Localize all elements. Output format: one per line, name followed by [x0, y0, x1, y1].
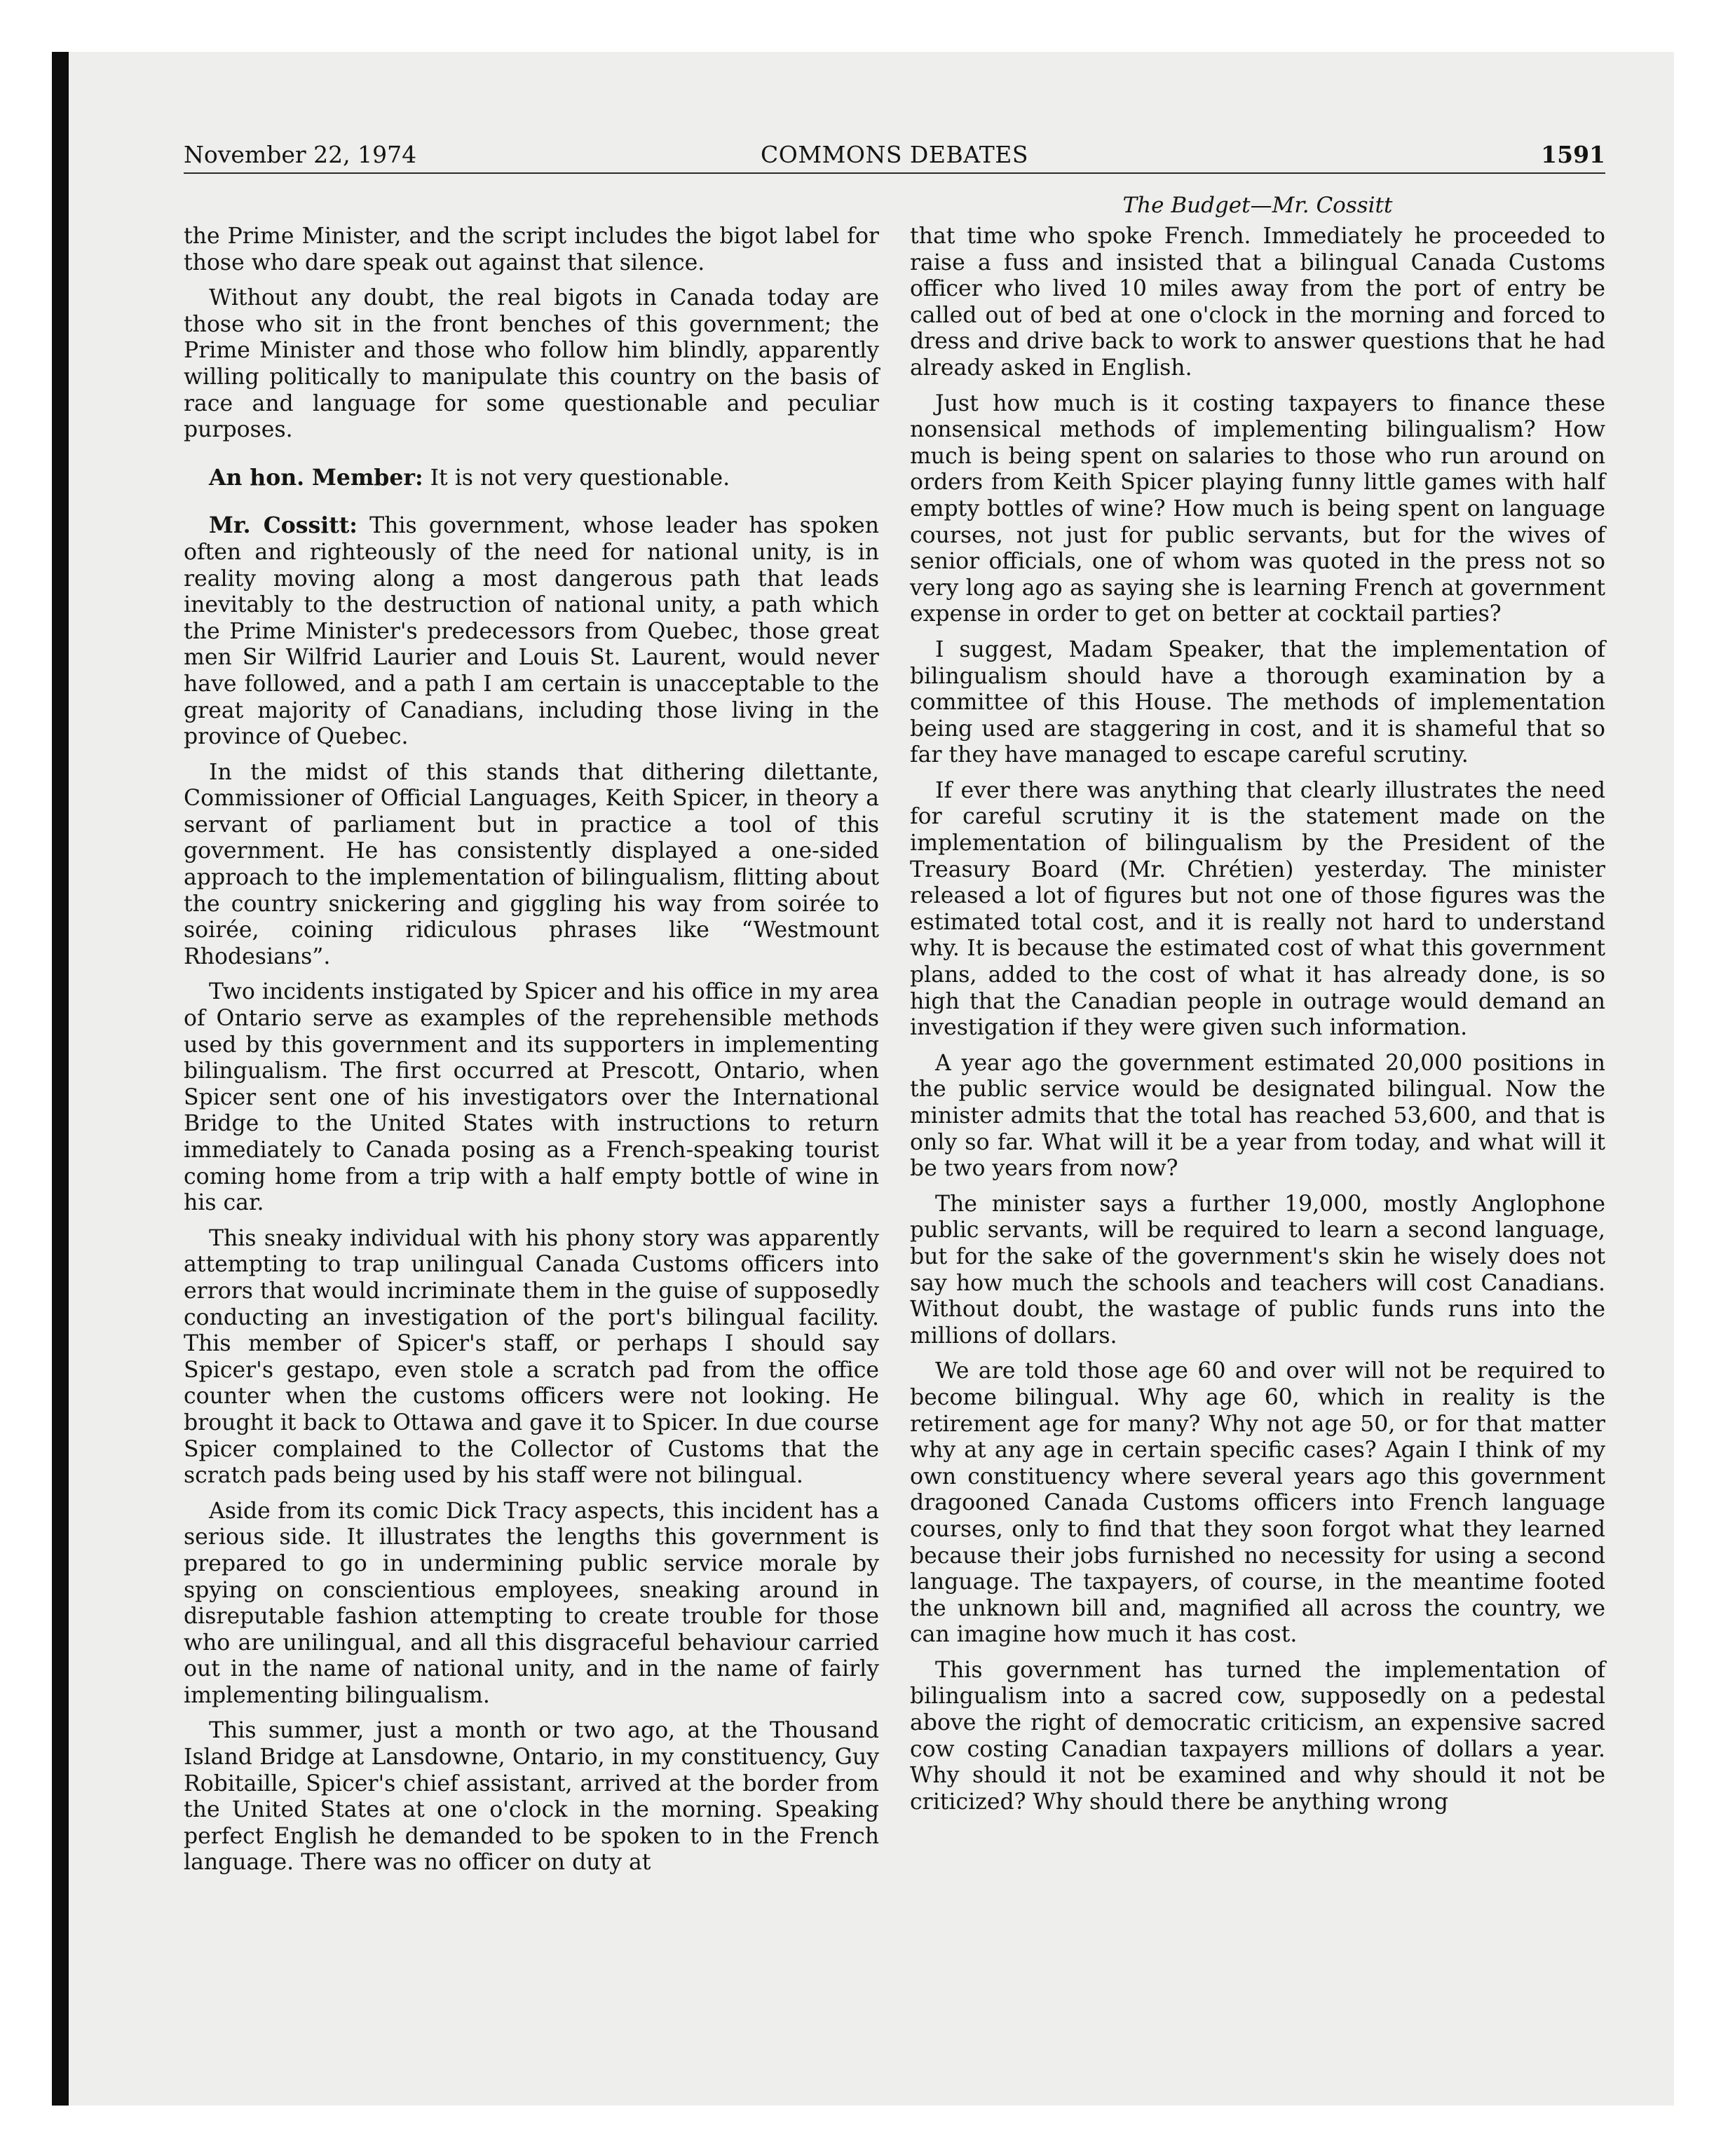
- running-head: The Budget—Mr. Cossitt: [1122, 193, 1393, 218]
- paragraph: [184, 1717, 879, 1876]
- paragraph-text: This summer, just a month or two ago, at the Thousand Island Bridge at Lansdowne, Ontario, in my constituency, Guy Robitaille, Spicer's chief assistant, arrived at the border from the United States at one o'clock in the morning. Speaking perfect English he demanded to be spoken to in the French language. There was no officer on duty at: [184, 1718, 879, 1876]
- paragraph: [184, 223, 879, 276]
- paragraph-text: This government, whose leader has spoken often and righteously of the need for national unity, is in reality moving along a most dangerous path that leads inevitably to the destruction of national unity, a path which the Prime Minister's predecessors from Quebec, those great men Sir Wilfrid Laurier and Louis St. Laurent, would never have followed, and a path I am certain is unacceptable to the great majority of Canadians, including those living in the province of Quebec.: [184, 513, 879, 750]
- paragraph-text: I suggest, Madam Speaker, that the implementation of bilingualism should have a thorough examination by a committee of this House. The methods of implementation being used are staggering in cost, and it is shameful that so far they have managed to escape careful scrutiny.: [910, 636, 1605, 768]
- paragraph-text: Aside from its comic Dick Tracy aspects, this incident has a serious side. It illustrates the lengths this government is prepared to go in undermining public service morale by spying on conscientious employees, sneaking around in disreputable fashion attempting to create trouble for those who are unilingual, and all this disgraceful behaviour carried out in the name of national unity, and in the name of fairly implementing bilingualism.: [184, 1498, 879, 1708]
- paragraph: [910, 636, 1605, 769]
- paragraph: [910, 223, 1605, 382]
- paragraph: [910, 1358, 1605, 1649]
- paragraph: [910, 390, 1605, 628]
- paragraph-text: Two incidents instigated by Spicer and his office in my area of Ontario serve as examples of the reprehensible methods used by this government and its supporters in implementing bilingualism. The first occurred at Prescott, Ontario, when Spicer sent one of his investigators over the International Bridge to the United States with instructions to return immediately to Canada posing as a French-speaking tourist coming home from a trip with a half empty bottle of wine in his car.: [184, 979, 879, 1216]
- paragraph: [184, 1225, 879, 1489]
- paragraph-text: This sneaky individual with his phony story was apparently attempting to trap unilingual Canada Customs officers into errors that would incriminate them in the guise of supposedly conducting an investigation of the port's bilingual facility. This member of Spicer's staff, or perhaps I should say Spicer's gestapo, even stole a scratch pad from the office counter when the customs officers were not looking. He brought it back to Ottawa and gave it to Spicer. In due course Spicer complained to the Collector of Customs that the scratch pads being used by his staff were not bilingual.: [184, 1225, 879, 1489]
- header-page-number: 1591: [1541, 141, 1605, 168]
- paragraph-text: This government has turned the implementation of bilingualism into a sacred cow, supposedly on a pedestal above the right of democratic criticism, an expensive sacred cow costing Canadian taxpayers millions of dollars a year. Why should it not be examined and why should it not be criticized? Why should there be anything wrong: [910, 1657, 1605, 1815]
- paragraph: [184, 978, 879, 1216]
- header-title: COMMONS DEBATES: [761, 141, 1028, 168]
- paragraph: [910, 777, 1605, 1042]
- paragraph-text: In the midst of this stands that dithering dilettante, Commissioner of Official Languages, Keith Spicer, in theory a servant of parliament but in practice a tool of this government. He has consistently displayed a one-sided approach to the implementation of bilingualism, flitting about the country snickering and giggling his way from soirée to soirée, coining ridiculous phrases like “Westmount Rhodesians”.: [184, 759, 879, 969]
- binding-edge: [52, 52, 69, 2106]
- paragraph-text: Without any doubt, the real bigots in Canada today are those who sit in the front benches of this government; the Prime Minister and those who follow him blindly, apparently willing politically to manipulate this country on the basis of race and language for some questionable and peculiar purposes.: [184, 285, 879, 443]
- paragraph-text: The minister says a further 19,000, mostly Anglophone public servants, will be required to learn a second language, but for the sake of the government's skin he wisely does not say how much the schools and teachers will cost Canadians. Without doubt, the wastage of public funds runs into the millions of dollars.: [910, 1191, 1605, 1349]
- paragraph: [184, 285, 879, 444]
- paragraph: [184, 759, 879, 971]
- paragraph-text: It is not very questionable.: [430, 465, 730, 491]
- paragraph-text: that time who spoke French. Immediately he proceeded to raise a fuss and insisted that a bilingual Canada Customs officer who lived 10 miles away from the port of entry be called out of bed at one o'clock in the morning and forced to dress and drive back to work to answer questions that he had already asked in English.: [910, 224, 1605, 381]
- paragraph: [910, 1050, 1605, 1182]
- paragraph-text: If ever there was anything that clearly illustrates the need for careful scrutiny it is the statement made on the implementation of bilingualism by the President of the Treasury Board (Mr. Chrétien) yesterday. The minister released a lot of figures but not one of those figures was the estimated total cost, and it is really not hard to understand why. It is because the estimated cost of what this government plans, added to the cost of what it has already done, is so high that the Canadian people in outrage would demand an investigation if they were given such information.: [910, 777, 1605, 1041]
- paragraph-text: We are told those age 60 and over will not be required to become bilingual. Why age 60, which in reality is the retirement age for many? Why not age 50, or for that matter why at any age in certain specific cases? Again I think of my own constituency where several years ago this government dragooned Canada Customs officers into French language courses, only to find that they soon forgot what they learned because their jobs furnished no necessity for using a second language. The taxpayers, of course, in the meantime footed the unknown bill and, magnified all across the country, we can imagine how much it has cost.: [910, 1358, 1605, 1648]
- paragraph-text: the Prime Minister, and the script includes the bigot label for those who dare speak out against that silence.: [184, 224, 879, 275]
- paragraph: [184, 465, 879, 492]
- right-column: [910, 223, 1605, 1824]
- speaker-label: Mr. Cossitt:: [209, 512, 358, 539]
- paragraph-text: Just how much is it costing taxpayers to finance these nonsensical methods of implementing bilingualism? How much is being spent on salaries to those who run around on orders from Keith Spicer playing funny little games with half empty bottles of wine? How much is being spent on language courses, not just for public servants, but for the wives of senior officials, one of whom was quoted in the press not so very long ago as saying she is learning French at government expense in order to get on better at cocktail parties?: [910, 390, 1605, 627]
- paragraph: [184, 512, 879, 750]
- paragraph-text: A year ago the government estimated 20,000 positions in the public service would be designated bilingual. Now the minister admits that the total has reached 53,600, and that is only so far. What will it be a year from today, and what will it be two years from now?: [910, 1050, 1605, 1182]
- speaker-label: An hon. Member:: [209, 464, 423, 491]
- paragraph: [184, 1498, 879, 1710]
- paragraph: [910, 1191, 1605, 1350]
- page-header: [184, 137, 1605, 174]
- header-date: November 22, 1974: [184, 141, 417, 168]
- paragraph: [910, 1657, 1605, 1816]
- left-column: [184, 223, 879, 1885]
